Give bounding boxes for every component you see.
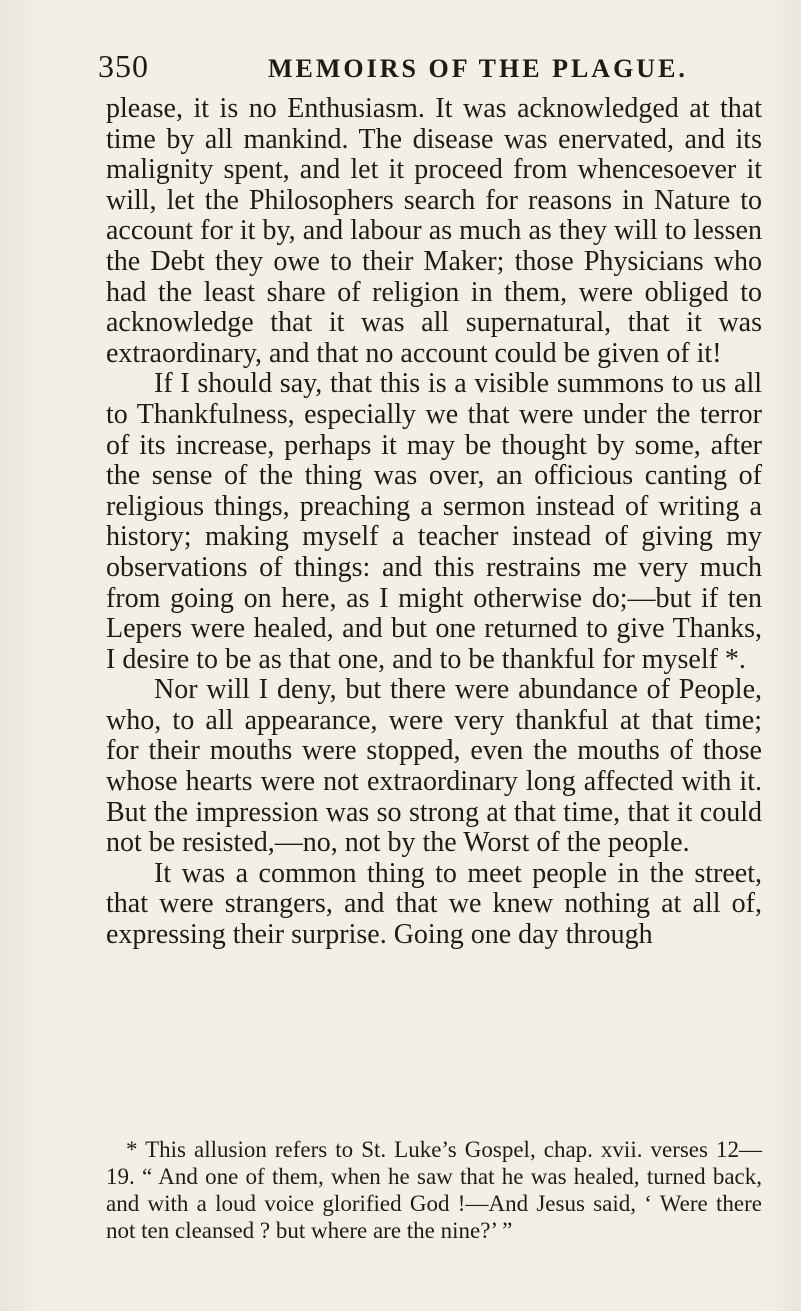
paragraph-4: It was a common thing to meet people in the street, that were strangers, and that we knew nothing at all of, expressing their surprise. Going one day through [106, 857, 762, 951]
paragraph-2: If I should say, that this is a visible summons to us all to Thankfulness, especially we that were under the terror of its increase, perhaps it may be thought by some, after the sense of the thing was over, an officious canting of religious things, preaching a sermon instead of writing a history; making myself a teacher instead of giving my observations of things: and this restrains me very much from going on here, as I might otherwise do;—but if ten Lepers were healed, and but one returned to give Thanks, I desire to be as that one, and to be thankful for myself *. [106, 368, 762, 675]
body-text [106, 94, 762, 951]
paragraph-3: Nor will I deny, but there were abundance of People, who, to all appearance, were very thankful at that time; for their mouths were stopped, even the mouths of those whose hearts were not extraordinary long affected with it. But the impression was so strong at that time, that it could not be resisted,—no, not by the Worst of the people. [106, 674, 762, 859]
footnote [106, 1136, 762, 1244]
running-head: MEMOIRS OF THE PLAGUE. [268, 54, 688, 83]
paragraph-1: please, it is no Enthusiasm. It was acknowledged at that time by all mankind. The disease was enervated, and its malignity spent, and let it proceed from whencesoever it will, let the Philosophers search for reasons in Nature to account for it by, and labour as much as they will to lessen the Debt they owe to their Maker; those Physicians who had the least share of religion in them, were obliged to acknowledge that it was all supernatural, that it was extraordinary, and that no account could be given of it! [106, 93, 762, 369]
footnote-text: * This allusion refers to St. Luke’s Gospel, chap. xvii. verses 12—19. “ And one of them, when he saw that he was healed, turned back, and with a loud voice glorified God !—And Jesus said, ‘ Were there not ten cleansed ? but where are the nine?’ ” [106, 1137, 762, 1243]
page-header [98, 48, 748, 88]
page-number: 350 [98, 48, 149, 84]
